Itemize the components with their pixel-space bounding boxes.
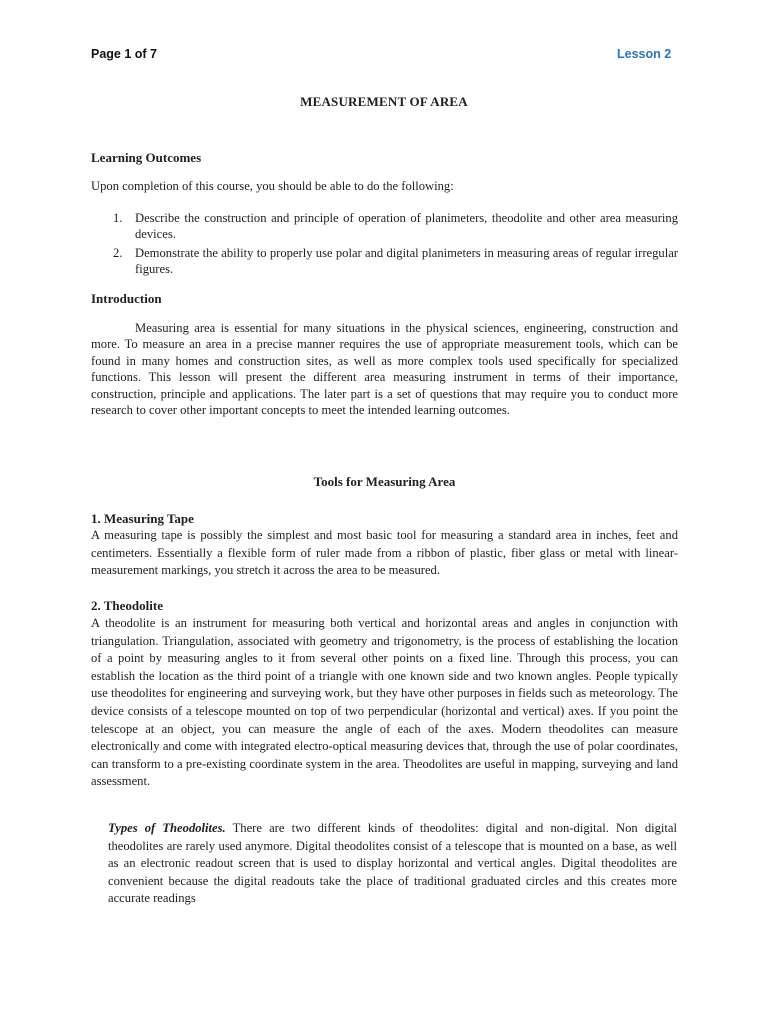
list-item-text: Demonstrate the ability to properly use polar and digital planimeters in measuring areas of regular irregular figures. xyxy=(135,245,678,277)
theodolite-body: A theodolite is an instrument for measuring both vertical and horizontal areas and angles in conjunction with triangulation. Triangulation, associated with geometry and trigonometry, is the process of establishing the location of a point by measuring angles to it from several other points on a fixed line. Through this process, you can establish the location as the third point of a triangle with one known side and two known angles. People typically use theodolites for engineering and surveying work, but they have other purposes in fields such as meteorology. The device consists of a telescope mounted on top of two perpendicular (horizontal and vertical) axes. If you point the telescope at an object, you can measure the angle of each of the axes. Modern theodolites can measure electronically and come with integrated electro-optical measuring devices that, through the use of polar coordinates, can transform to a pre-existing coordinate system in the area. Theodolites are useful in mapping, surveying and land assessment. xyxy=(91,616,678,789)
types-of-theodolites-lead: Types of Theodolites. xyxy=(108,821,226,835)
types-of-theodolites xyxy=(108,820,677,908)
list-item-number: 1. xyxy=(113,211,123,225)
learning-outcomes-intro: Upon completion of this course, you should be able to do the following: xyxy=(91,179,454,193)
lesson-label: Lesson 2 xyxy=(617,47,672,61)
introduction-body: Measuring area is essential for many situations in the physical sciences, engineering, construction and more. To measure an area in a precise manner requires the use of appropriate measurement tools, which can be found in many homes and construction sites, as well as more complex tools used specifically for specialized functions. This lesson will present the different area measuring instrument in terms of their importance, construction, principle and applications. The later part is a set of questions that may require you to conduct more research to cover other important concepts to meet the intended learning outcomes. xyxy=(91,321,678,418)
measuring-tape-heading: 1. Measuring Tape xyxy=(91,511,194,526)
page-indicator: Page 1 of 7 xyxy=(91,47,157,61)
types-of-theodolites-body: There are two different kinds of theodolites: digital and non-digital. Non digital theodolites are rarely used anymore. Digital theodolites consist of a telescope that is mounted on a base, as well as an electronic readout screen that is used to display horizontal and vertical angles. Digital theodolites are convenient because the digital readouts take the place of traditional graduated circles and this creates more accurate readings xyxy=(108,821,677,906)
list-item-number: 2. xyxy=(113,245,123,260)
introduction-heading: Introduction xyxy=(91,291,162,306)
tools-heading: Tools for Measuring Area xyxy=(313,474,456,489)
learning-outcomes-list xyxy=(91,210,678,280)
learning-outcomes-heading: Learning Outcomes xyxy=(91,150,202,165)
measuring-tape-body: A measuring tape is possibly the simplest and most basic tool for measuring a standard area in inches, feet and centimeters. Essentially a flexible form of ruler made from a ribbon of plastic, fiber glass or metal with linear-measurement markings, you stretch it across the area to be measured. xyxy=(91,528,678,578)
theodolite-heading: 2. Theodolite xyxy=(91,598,163,613)
list-item xyxy=(91,210,678,243)
list-item-text: Describe the construction and principle of operation of planimeters, theodolite and other area measuring devices. xyxy=(135,211,678,242)
list-item xyxy=(91,245,678,278)
page-title: MEASUREMENT OF AREA xyxy=(300,94,468,109)
